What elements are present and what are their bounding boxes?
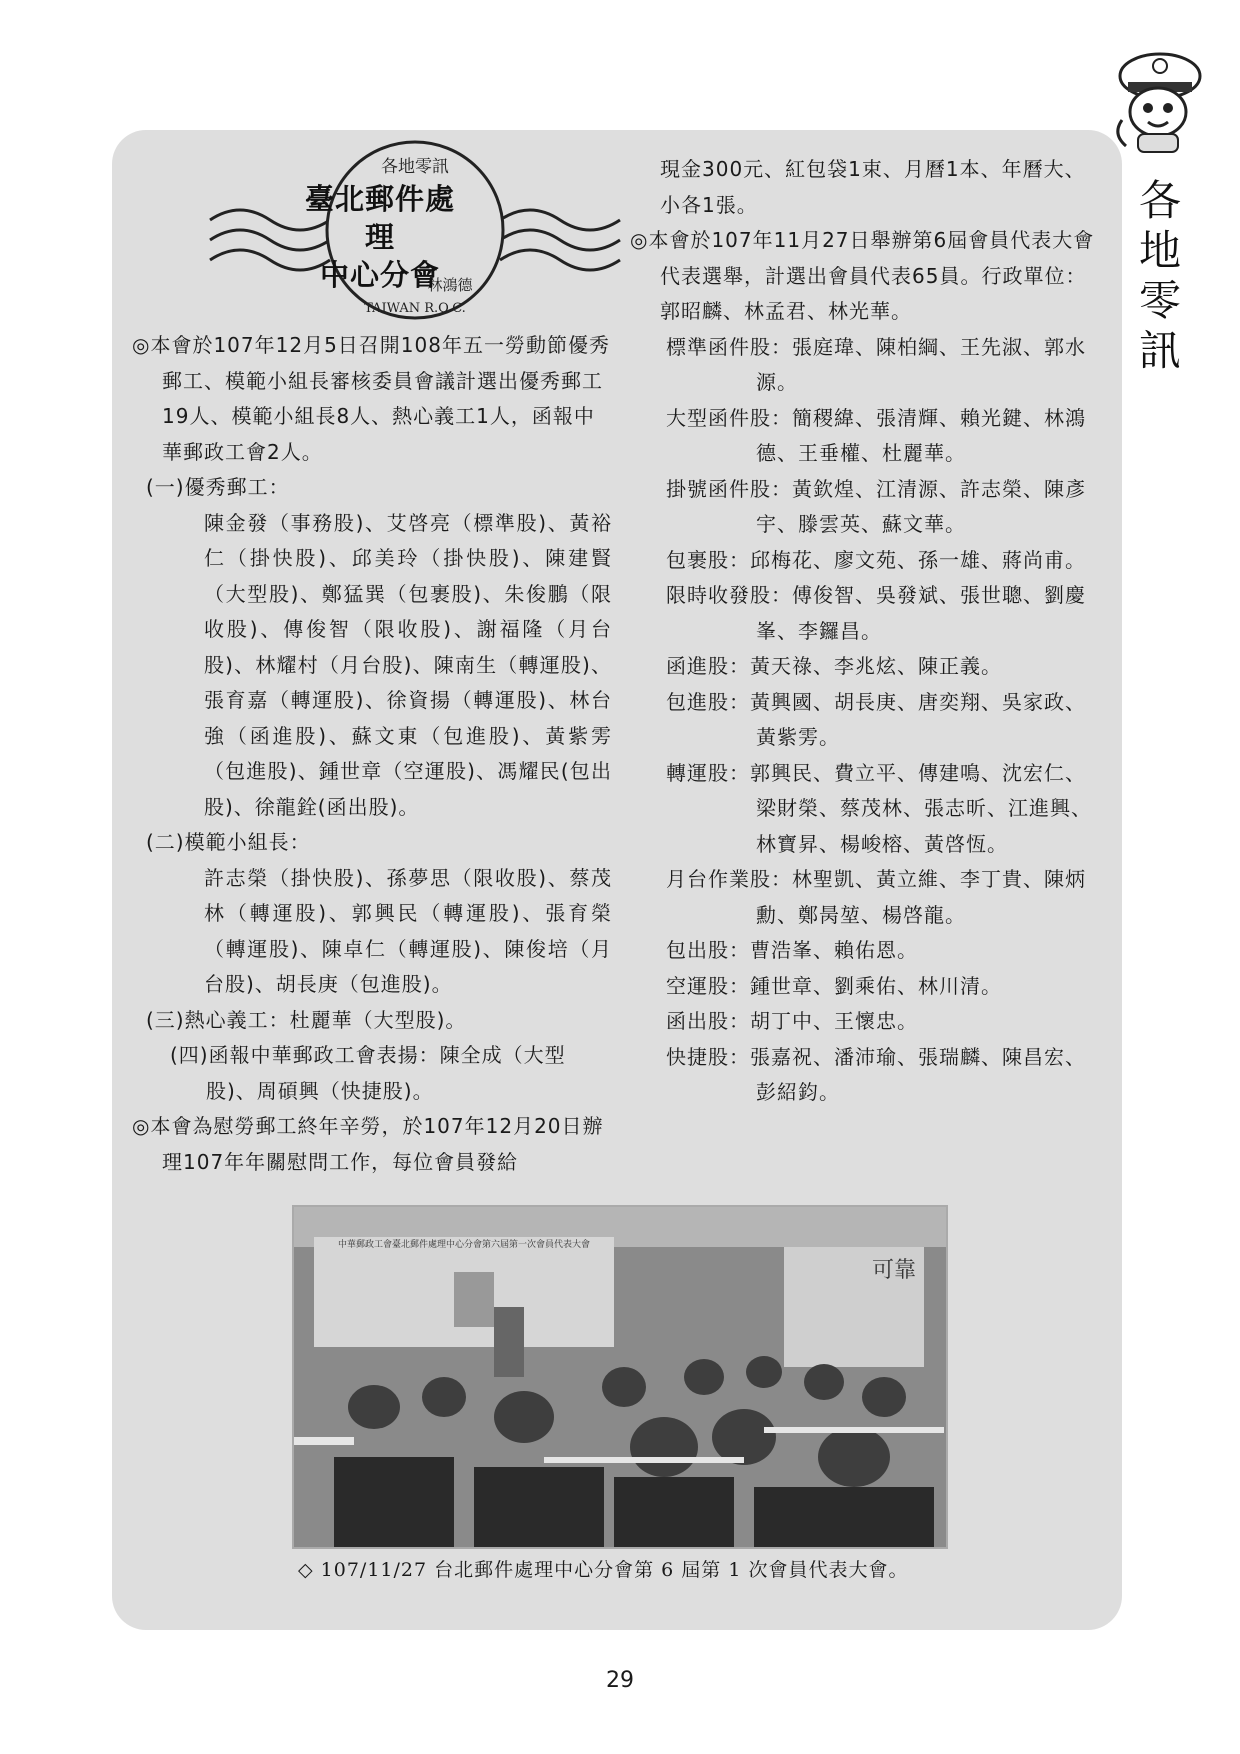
photo-banner: 中華郵政工會臺北郵件處理中心分會第六屆第一次會員代表大會 xyxy=(337,1240,591,1250)
list-item: 掛號函件股：黃欽煌、江清源、許志榮、陳彥宇、滕雲英、蘇文華。 xyxy=(666,476,1086,536)
stamp-title-line: 中心分會 xyxy=(319,258,440,292)
list-model-leaders: 許志榮（掛快股)、孫夢思（限收股)、蔡茂林（轉運股)、郭興民（轉運股)、張育榮（轉運股)、陳卓仁（轉運股)、陳俊培（月台股)、胡長庚（包進股)。 xyxy=(204,865,612,996)
side-title-char: 地 xyxy=(1138,226,1181,275)
list-item: 包裹股：邱梅花、廖文苑、孫一雄、蔣尚甫。 xyxy=(666,547,1086,572)
item-union-commendation: (四)函報中華郵政工會表揚：陳全成（大型股)、周碩興（快捷股)。 xyxy=(170,1043,566,1103)
list-item: 空運股：鍾世章、劉乘佑、林川清。 xyxy=(666,973,1002,998)
list-item: 函出股：胡丁中、王懷忠。 xyxy=(666,1009,918,1033)
list-excellent-workers: 陳金發（事務股)、艾啓亮（標準股)、黃裕仁（掛快股)、邱美玲（掛快股)、陳建賢（大型股)、鄭猛巽（包裹股)、朱俊鵬（限收股)、傳俊智（限收股)、謝福隆（月台股)、林耀村（月台股)、陳南生（轉運股)、張育嘉（轉運股)、徐資揚（轉運股)、林台強（函進股)、蘇文東（包進股)、黃紫雱（包進股)、鍾世章（空運股)、馮耀民(包出股)、徐龍銓(函出股)。 xyxy=(204,510,612,819)
list-item: 限時收發股：傅俊智、吳發斌、張世聰、劉慶峯、李鑼昌。 xyxy=(666,583,1086,643)
left-column xyxy=(132,328,612,1180)
paragraph-meeting: ◎本會於107年12月5日召開108年五一勞動節優秀郵工、模範小組長審核委員會議計選出優秀郵工19人、模範小組長8人、熱心義工1人，函報中華郵政工會2人。 xyxy=(132,333,610,464)
meeting-photo-illustration xyxy=(294,1207,946,1547)
subheading-model-leaders: (二)模範小組長： xyxy=(146,830,311,854)
photo-caption: ◇ 107/11/27 台北郵件處理中心分會第 6 屆第 1 次會員代表大會。 xyxy=(298,1559,909,1581)
side-title-char: 零 xyxy=(1138,276,1181,325)
page-number: 29 xyxy=(606,1668,634,1693)
side-title-char: 訊 xyxy=(1138,326,1181,375)
list-item: 包進股：黃興國、胡長庚、唐奕翔、吳家政、黃紫雱。 xyxy=(666,689,1086,749)
stamp-bottom-text: TAIWAN R.O.C. xyxy=(364,301,466,316)
item-volunteer: (三)熱心義工：杜麗華（大型股)。 xyxy=(146,1007,467,1032)
list-item: 大型函件股：簡稷緯、張清輝、賴光鍵、林鴻德、王垂權、杜麗華。 xyxy=(666,405,1086,465)
paragraph-condolence-cont: 現金300元、紅包袋1束、月曆1本、年曆大、小各1張。 xyxy=(660,157,1086,217)
stamp-title xyxy=(300,180,460,294)
list-item: 快捷股：張嘉祝、潘沛瑜、張瑞麟、陳昌宏、彭紹鈞。 xyxy=(666,1044,1086,1104)
photo-wall-text: 可靠 xyxy=(871,1258,917,1283)
side-title-char: 各 xyxy=(1138,176,1181,225)
stamp-title-line: 臺北郵件處理 xyxy=(304,182,455,254)
list-item: 函進股：黃天祿、李兆炫、陳正義。 xyxy=(666,654,1002,678)
stamp-author: 林鴻德 xyxy=(427,276,473,294)
representatives-list xyxy=(630,330,1100,1111)
subheading-excellent-workers: (一)優秀郵工： xyxy=(146,475,290,499)
list-item: 月台作業股：林聖凱、黃立維、李丁貴、陳炳勳、鄭昺堃、楊啓龍。 xyxy=(666,867,1086,927)
stamp-top-text: 各地零訊 xyxy=(381,157,449,177)
mascot-icon xyxy=(1108,46,1208,154)
list-item: 標準函件股：張庭瑋、陳柏綱、王先淑、郭水源。 xyxy=(666,334,1086,394)
right-column xyxy=(630,152,1100,1111)
paragraph-condolence: ◎本會為慰勞郵工終年辛勞，於107年12月20日辦理107年年關慰問工作，每位會員發給 xyxy=(132,1114,604,1174)
list-item: 包出股：曹浩峯、賴佑恩。 xyxy=(666,938,918,962)
section-title-vertical xyxy=(1130,176,1190,376)
meeting-photo xyxy=(292,1205,948,1549)
list-item: 轉運股：郭興民、費立平、傳建鳴、沈宏仁、梁財榮、蔡茂林、張志昕、江進興、林寶昇、楊峻榕、黃啓恆。 xyxy=(666,760,1092,856)
paragraph-election: ◎本會於107年11月27日舉辦第6屆會員代表大會代表選舉，計選出會員代表65員。行政單位：郭昭麟、林孟君、林光華。 xyxy=(630,228,1095,323)
